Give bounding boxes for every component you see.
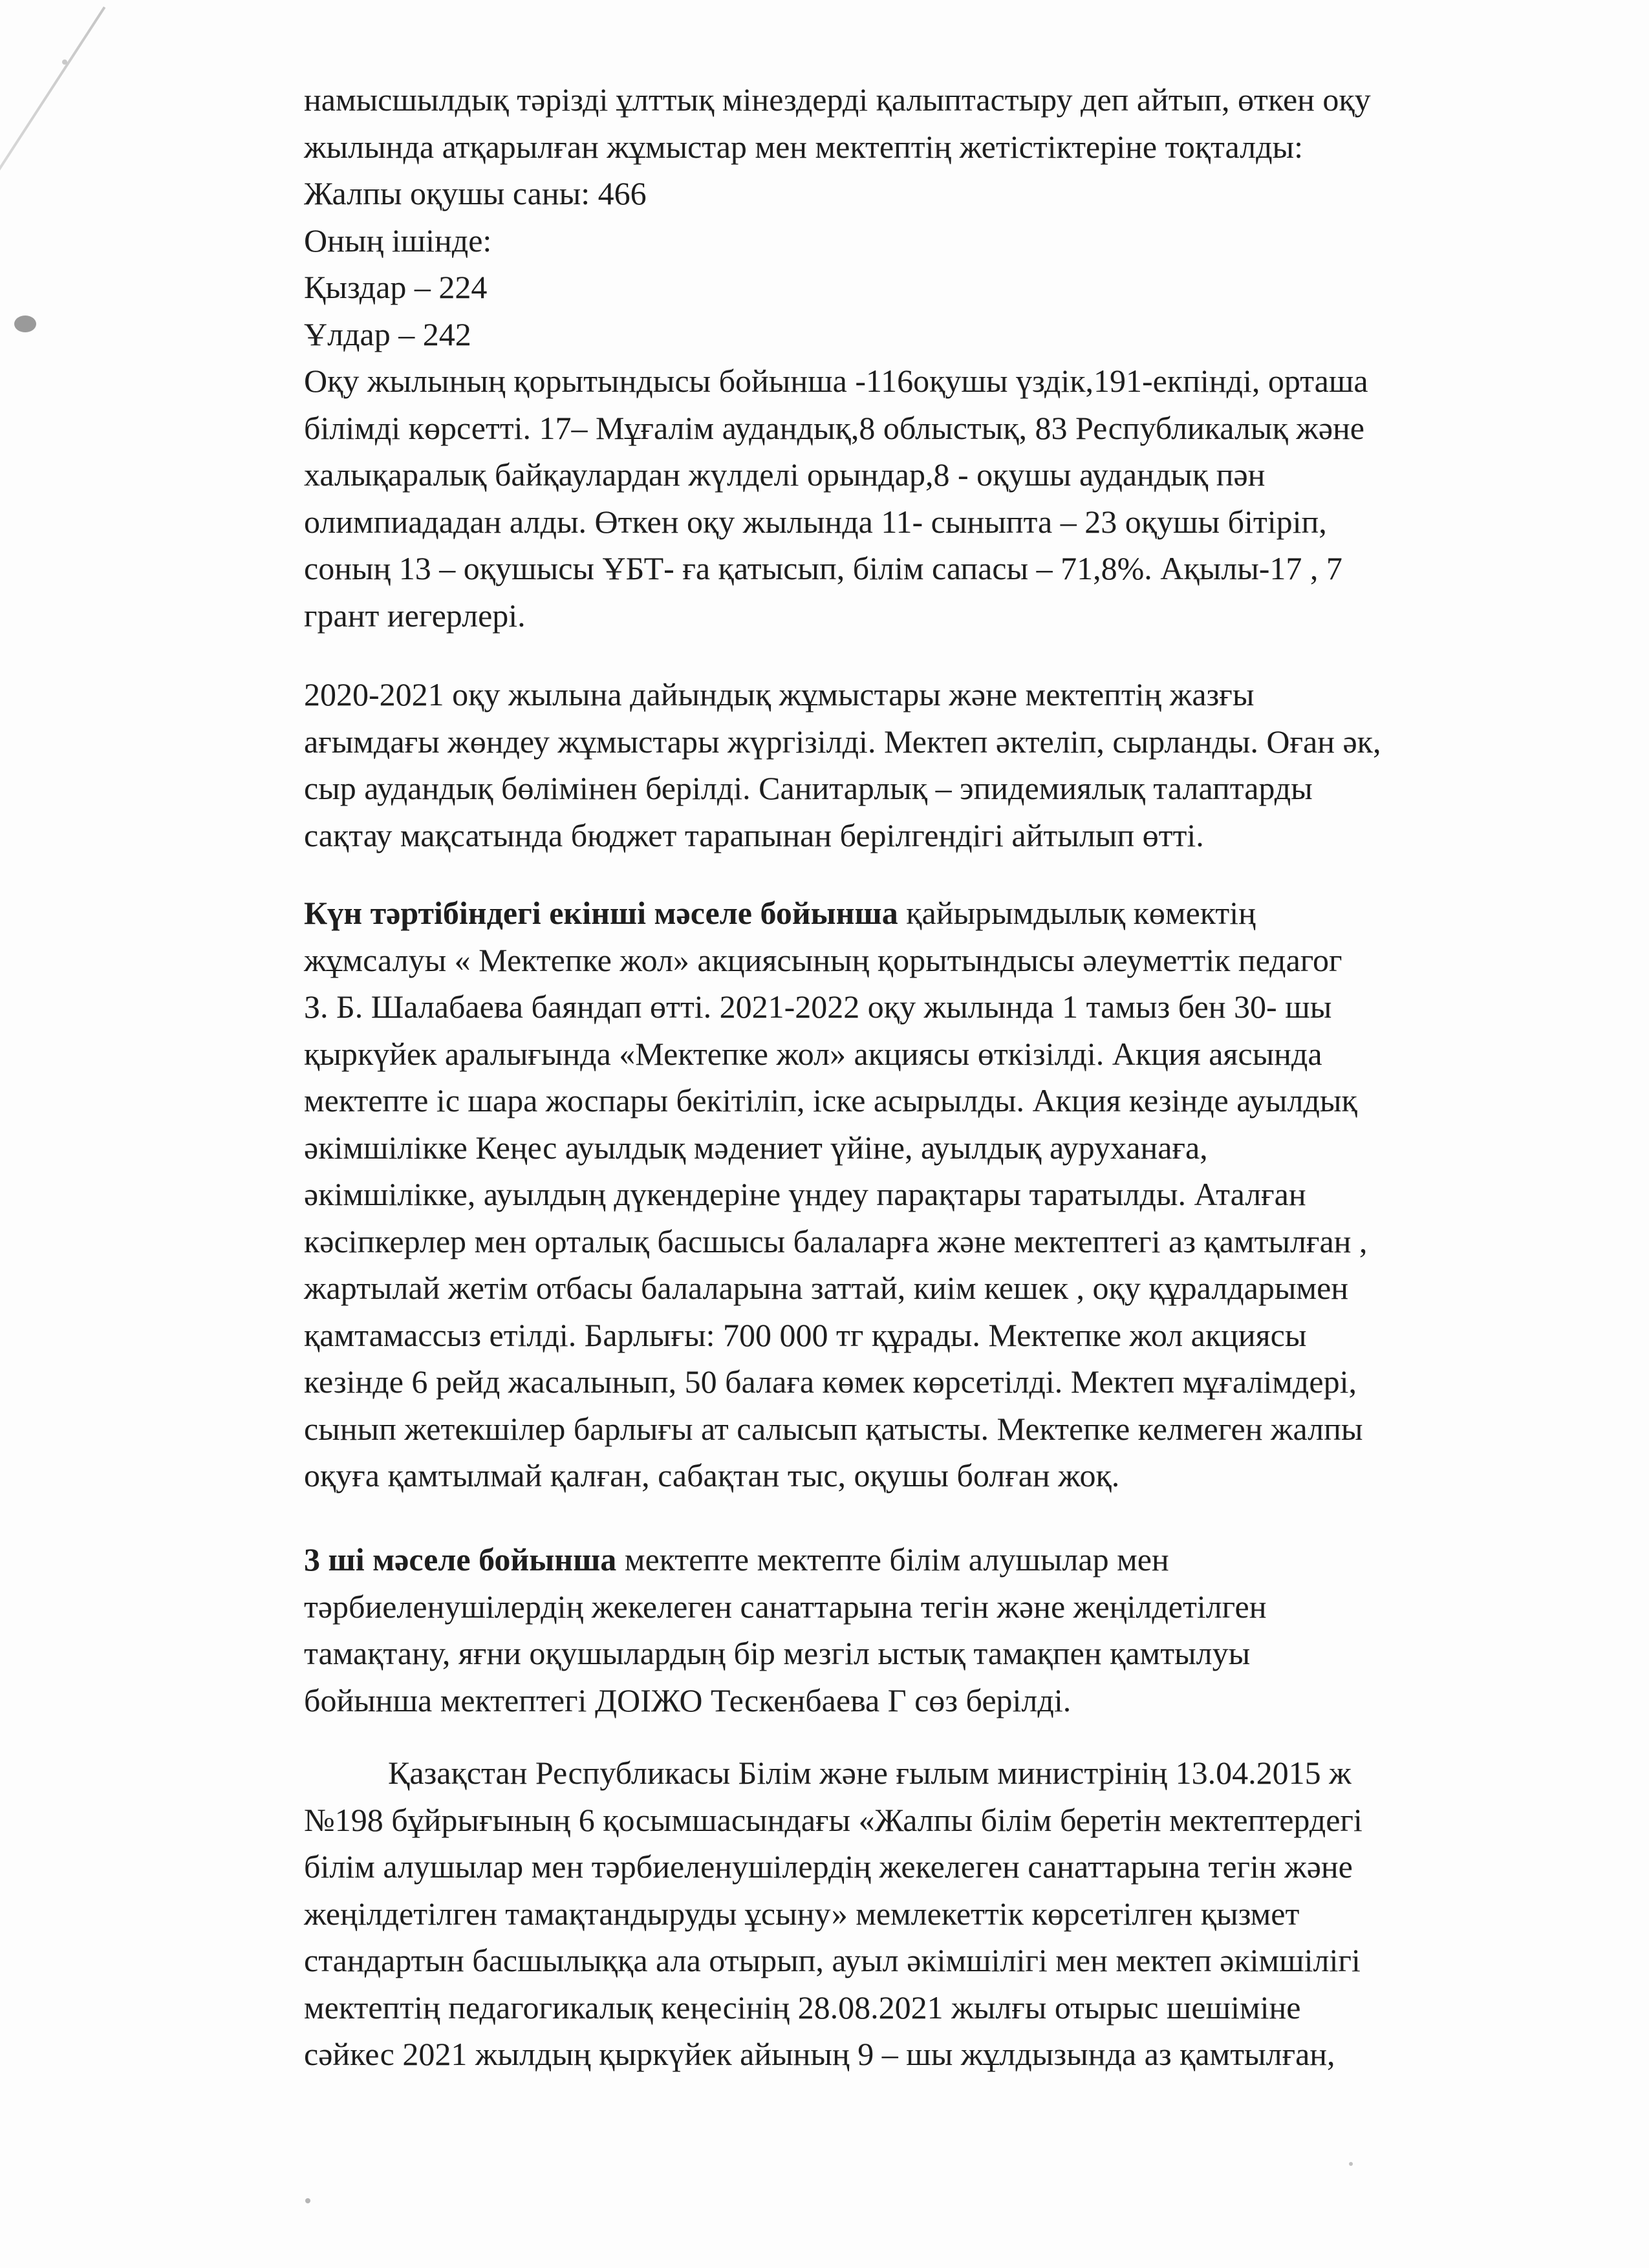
text-line: жартылай жетім отбасы балаларына заттай, киім кешек , оқу құралдарымен — [304, 1270, 1349, 1306]
text-line: жұмсалуы « Мектепке жол» акциясының қорытындысы әлеуметтік педагог — [304, 941, 1342, 978]
text-line: кезінде 6 рейд жасалынып, 50 балаға көмек көрсетілді. Мектеп мұғалімдері, — [304, 1364, 1357, 1400]
text-line: жылында атқарылған жұмыстар мен мектептің жетістіктеріне тоқталды: — [304, 128, 1304, 165]
scan-artifact-line — [0, 6, 105, 235]
text-line: Ұлдар – 242 — [304, 316, 471, 352]
text-line: олимпиададан алды. Өткен оқу жылында 11- сыныпта – 23 оқушы бітіріп, — [304, 503, 1327, 540]
bold-lead: Күн тәртібіндегі екінші мәселе бойынша — [304, 895, 898, 931]
text-line: Оқу жылының қорытындысы бойынша -116оқушы үздік,191-екпінді, орташа — [304, 363, 1368, 399]
text-line — [304, 890, 1552, 937]
text-line: білім алушылар мен тәрбиеленушілердің жекелеген санаттарына тегін және — [304, 1848, 1353, 1885]
text-line: сыр аудандық бөлімінен берілді. Санитарлық – эпидемиялық талаптарды — [304, 770, 1313, 806]
text-line: Қыздар – 224 — [304, 269, 488, 305]
text-line: әкімшілікке Кеңес ауылдық мәдениет үйіне, ауылдық ауруханаға, — [304, 1129, 1208, 1166]
scan-artifact-dot — [62, 59, 67, 65]
text-line: намысшылдық тәрізді ұлттық мінездерді қалыптастыру деп айтып, өткен оқу — [304, 81, 1371, 118]
text-line: сәйкес 2021 жылдың қыркүйек айының 9 – шы жұлдызында аз қамтылған, — [304, 2036, 1335, 2072]
paragraph-repair-works — [304, 671, 1552, 859]
text-line: мектепте іс шара жоспары бекітіліп, іске асырылды. Акция кезінде ауылдық — [304, 1082, 1357, 1118]
text-line: грант иегерлері. — [304, 597, 526, 634]
text-line: ағымдағы жөндеу жұмыстары жүргізілді. Мектеп әктеліп, сырланды. Оған әк, — [304, 723, 1381, 760]
scan-artifact-blot — [14, 316, 36, 332]
text-line-rest: мектепте мектепте білім алушылар мен — [616, 1541, 1169, 1578]
paragraph-school-statistics — [304, 76, 1552, 639]
text-line: оқуға қамтылмай қалған, сабақтан тыс, оқушы болған жоқ. — [304, 1457, 1120, 1493]
paragraph-ministry-order — [304, 1749, 1552, 2078]
paragraph-second-issue — [304, 890, 1552, 1499]
text-line: стандартын басшылыққа ала отырып, ауыл әкімшілігі мен мектеп әкімшілігі — [304, 1942, 1361, 1978]
text-line: тәрбиеленушілердің жекелеген санаттарына тегін және жеңілдетілген — [304, 1588, 1267, 1625]
text-line: білімді көрсетті. 17– Мұғалім аудандық,8 облыстық, 83 Республикалық және — [304, 409, 1364, 446]
text-line: әкімшілікке, ауылдың дүкендеріне үндеу парақтары таратылды. Аталған — [304, 1176, 1306, 1212]
text-line: сақтау мақсатында бюджет тарапынан берілгендігі айтылып өтті. — [304, 817, 1204, 853]
text-line: мектептің педагогикалық кеңесінің 28.08.2021 жылғы отырыс шешіміне — [304, 1989, 1301, 2026]
text-line: №198 бұйрығының 6 қосымшасындағы «Жалпы білім беретін мектептердегі — [304, 1801, 1363, 1838]
text-line: қамтамассыз етілді. Барлығы: 700 000 тг құрады. Мектепке жол акциясы — [304, 1316, 1307, 1353]
text-line-rest: қайырымдылық көмектің — [898, 895, 1256, 931]
text-line: сынып жетекшілер барлығы ат салысып қатысты. Мектепке келмеген жалпы — [304, 1410, 1363, 1447]
text-line — [304, 1536, 1552, 1583]
text-line: тамақтану, яғни оқушылардың бір мезгіл ыстық тамақпен қамтылуы — [304, 1635, 1251, 1671]
bold-lead: 3 ші мәселе бойынша — [304, 1541, 617, 1578]
text-line: Жалпы оқушы саны: 466 — [304, 175, 647, 211]
text-line: 2020-2021 оқу жылына дайындық жұмыстары және мектептің жазғы — [304, 676, 1255, 712]
scan-artifact-dot — [1349, 2162, 1353, 2166]
text-line: З. Б. Шалабаева баяндап өтті. 2021-2022 оқу жылында 1 тамыз бен 30- шы — [304, 989, 1332, 1025]
text-line: халықаралық байқаулардан жүлделі орындар,8 - оқушы аудандық пән — [304, 456, 1266, 493]
text-line: бойынша мектептегі ДОІЖО Тескенбаева Г сөз берілді. — [304, 1682, 1072, 1718]
paragraph-third-issue — [304, 1536, 1552, 1724]
text-line: соның 13 – оқушысы ҰБТ- ға қатысып, білім сапасы – 71,8%. Ақылы-17 , 7 — [304, 550, 1342, 586]
text-line: Қазақстан Республикасы Білім және ғылым министрінің 13.04.2015 ж — [388, 1755, 1352, 1791]
scan-artifact-dot — [305, 2198, 310, 2203]
text-line: Оның ішінде: — [304, 222, 492, 259]
text-line: қыркүйек аралығында «Мектепке жол» акциясы өткізілді. Акция аясында — [304, 1035, 1322, 1072]
text-line: кәсіпкерлер мен орталық басшысы балаларға және мектептегі аз қамтылған , — [304, 1223, 1368, 1259]
text-line: жеңілдетілген тамақтандыруды ұсыну» мемлекеттік көрсетілген қызмет — [304, 1895, 1300, 1932]
